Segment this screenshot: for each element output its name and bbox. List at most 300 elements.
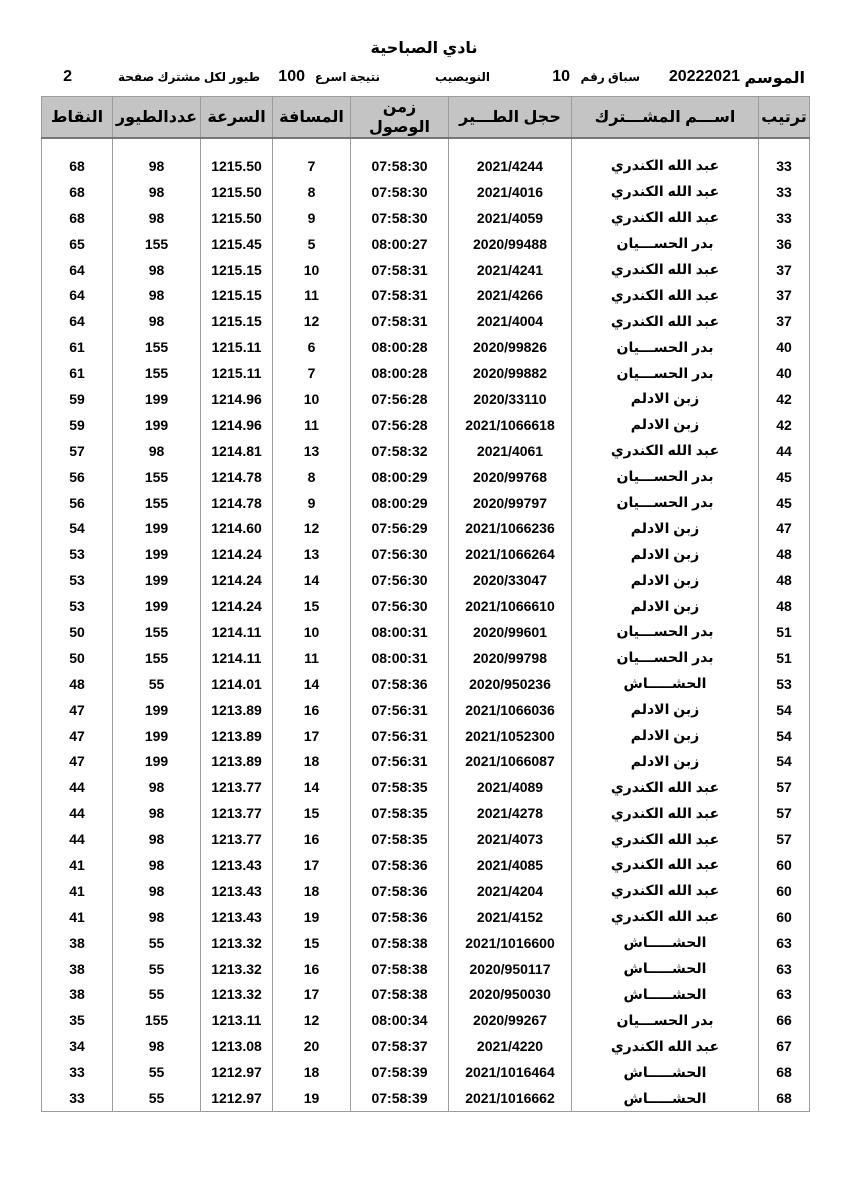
cell-birds: 98 (113, 257, 201, 283)
cell-ring: 2021/4244 (449, 153, 572, 179)
cell-distance: 8 (273, 179, 351, 205)
cell-name: الحشـــــاش (572, 1059, 759, 1085)
cell-name: عبد الله الكندري (572, 308, 759, 334)
table-row (42, 179, 810, 205)
cell-ring: 2020/99768 (449, 464, 572, 490)
cell-distance: 16 (273, 956, 351, 982)
cell-ring: 2021/4152 (449, 904, 572, 930)
table-row (42, 515, 810, 541)
cell-arrival: 08:00:28 (351, 360, 449, 386)
cell-points: 56 (42, 490, 113, 516)
cell-ring: 2020/99797 (449, 490, 572, 516)
cell-points: 53 (42, 567, 113, 593)
cell-points: 44 (42, 800, 113, 826)
cell-speed: 1214.01 (201, 671, 273, 697)
cell-speed: 1214.11 (201, 645, 273, 671)
cell-distance: 15 (273, 593, 351, 619)
cell-points: 68 (42, 153, 113, 179)
table-row (42, 567, 810, 593)
cell-ring: 2021/4220 (449, 1033, 572, 1059)
table-row (42, 438, 810, 464)
cell-speed: 1214.81 (201, 438, 273, 464)
cell-rank: 33 (759, 153, 810, 179)
cell-name: بدر الحســـيان (572, 360, 759, 386)
cell-speed: 1214.24 (201, 593, 273, 619)
cell-arrival: 08:00:31 (351, 645, 449, 671)
cell-rank: 67 (759, 1033, 810, 1059)
cell-points: 38 (42, 956, 113, 982)
cell-arrival: 07:58:37 (351, 1033, 449, 1059)
table-row (42, 982, 810, 1008)
cell-name: عبد الله الكندري (572, 800, 759, 826)
cell-arrival: 07:58:31 (351, 257, 449, 283)
cell-birds: 55 (113, 1085, 201, 1111)
result-label: نتيجة اسرع (314, 70, 380, 84)
cell-arrival: 08:00:31 (351, 619, 449, 645)
cell-points: 47 (42, 723, 113, 749)
cell-ring: 2021/4004 (449, 308, 572, 334)
cell-ring: 2021/4278 (449, 800, 572, 826)
cell-birds: 55 (113, 930, 201, 956)
table-row (42, 1085, 810, 1111)
cell-ring: 2021/1052300 (449, 723, 572, 749)
cell-rank: 42 (759, 412, 810, 438)
cell-points: 33 (42, 1059, 113, 1085)
cell-birds: 155 (113, 231, 201, 257)
cell-name: زبن الادلم (572, 515, 759, 541)
table-row (42, 930, 810, 956)
results-body (42, 138, 810, 1111)
table-row (42, 1059, 810, 1085)
cell-points: 44 (42, 774, 113, 800)
table-row (42, 153, 810, 179)
cell-ring: 2021/4204 (449, 878, 572, 904)
cell-speed: 1213.32 (201, 982, 273, 1008)
cell-arrival: 07:58:30 (351, 179, 449, 205)
cell-arrival: 07:56:28 (351, 412, 449, 438)
cell-rank: 60 (759, 904, 810, 930)
cell-arrival: 07:56:31 (351, 723, 449, 749)
cell-ring: 2020/33047 (449, 567, 572, 593)
cell-distance: 6 (273, 334, 351, 360)
cell-speed: 1215.15 (201, 308, 273, 334)
cell-birds: 199 (113, 593, 201, 619)
cell-points: 53 (42, 541, 113, 567)
cell-rank: 37 (759, 257, 810, 283)
cell-rank: 48 (759, 541, 810, 567)
spacer-cell (42, 138, 113, 153)
cell-arrival: 07:58:35 (351, 774, 449, 800)
cell-ring: 2020/99798 (449, 645, 572, 671)
cell-name: عبد الله الكندري (572, 205, 759, 231)
spacer-cell (449, 138, 572, 153)
cell-birds: 98 (113, 438, 201, 464)
table-row (42, 205, 810, 231)
cell-rank: 42 (759, 386, 810, 412)
cell-speed: 1213.89 (201, 697, 273, 723)
cell-arrival: 07:58:38 (351, 982, 449, 1008)
cell-birds: 98 (113, 308, 201, 334)
cell-name: زبن الادلم (572, 697, 759, 723)
cell-distance: 14 (273, 567, 351, 593)
cell-rank: 44 (759, 438, 810, 464)
cell-speed: 1212.97 (201, 1085, 273, 1111)
table-row (42, 800, 810, 826)
cell-birds: 155 (113, 360, 201, 386)
cell-speed: 1215.50 (201, 205, 273, 231)
cell-name: بدر الحســـيان (572, 231, 759, 257)
cell-speed: 1215.11 (201, 360, 273, 386)
cell-points: 64 (42, 282, 113, 308)
cell-distance: 17 (273, 982, 351, 1008)
cell-distance: 15 (273, 930, 351, 956)
table-row (42, 904, 810, 930)
cell-ring: 2021/1066610 (449, 593, 572, 619)
cell-distance: 10 (273, 386, 351, 412)
cell-distance: 18 (273, 878, 351, 904)
cell-arrival: 07:58:39 (351, 1085, 449, 1111)
cell-ring: 2021/4016 (449, 179, 572, 205)
cell-birds: 55 (113, 982, 201, 1008)
cell-speed: 1215.45 (201, 231, 273, 257)
cell-name: عبد الله الكندري (572, 852, 759, 878)
col-header-arrival: زمن الوصول (351, 97, 449, 139)
cell-distance: 13 (273, 541, 351, 567)
table-row (42, 956, 810, 982)
cell-rank: 33 (759, 205, 810, 231)
cell-arrival: 07:58:35 (351, 800, 449, 826)
cell-ring: 2021/4059 (449, 205, 572, 231)
cell-rank: 51 (759, 619, 810, 645)
cell-ring: 2021/1066036 (449, 697, 572, 723)
cell-birds: 199 (113, 723, 201, 749)
cell-distance: 19 (273, 1085, 351, 1111)
cell-birds: 98 (113, 878, 201, 904)
cell-rank: 54 (759, 723, 810, 749)
cell-speed: 1213.43 (201, 852, 273, 878)
cell-arrival: 07:58:38 (351, 956, 449, 982)
cell-points: 59 (42, 386, 113, 412)
cell-speed: 1215.50 (201, 179, 273, 205)
table-row (42, 257, 810, 283)
cell-distance: 9 (273, 205, 351, 231)
cell-points: 54 (42, 515, 113, 541)
cell-arrival: 07:58:35 (351, 826, 449, 852)
col-header-distance: المسافة (273, 97, 351, 139)
header-spacer-row (42, 138, 810, 153)
cell-arrival: 07:56:30 (351, 593, 449, 619)
cell-arrival: 07:56:30 (351, 541, 449, 567)
cell-ring: 2020/99882 (449, 360, 572, 386)
cell-distance: 10 (273, 257, 351, 283)
cell-arrival: 08:00:29 (351, 464, 449, 490)
race-info-line (50, 68, 805, 90)
cell-name: بدر الحســـيان (572, 464, 759, 490)
cell-speed: 1213.89 (201, 748, 273, 774)
cell-speed: 1213.11 (201, 1007, 273, 1033)
cell-arrival: 07:58:36 (351, 878, 449, 904)
cell-ring: 2021/4241 (449, 257, 572, 283)
table-row (42, 412, 810, 438)
cell-birds: 199 (113, 697, 201, 723)
cell-points: 38 (42, 930, 113, 956)
cell-name: زبن الادلم (572, 386, 759, 412)
cell-birds: 98 (113, 153, 201, 179)
table-row (42, 282, 810, 308)
results-table (41, 96, 810, 1112)
cell-ring: 2020/33110 (449, 386, 572, 412)
cell-ring: 2020/99488 (449, 231, 572, 257)
cell-rank: 57 (759, 826, 810, 852)
cell-distance: 11 (273, 645, 351, 671)
cell-arrival: 07:58:36 (351, 904, 449, 930)
table-row (42, 826, 810, 852)
cell-name: بدر الحســـيان (572, 334, 759, 360)
cell-name: عبد الله الكندري (572, 904, 759, 930)
cell-ring: 2021/1016464 (449, 1059, 572, 1085)
cell-ring: 2020/950030 (449, 982, 572, 1008)
cell-points: 38 (42, 982, 113, 1008)
cell-name: عبد الله الكندري (572, 153, 759, 179)
col-header-ring: حجل الطـــير (449, 97, 572, 139)
cell-birds: 55 (113, 671, 201, 697)
cell-ring: 2020/99601 (449, 619, 572, 645)
cell-points: 57 (42, 438, 113, 464)
col-header-points: النقاط (42, 97, 113, 139)
cell-speed: 1214.24 (201, 567, 273, 593)
cell-speed: 1213.08 (201, 1033, 273, 1059)
cell-birds: 155 (113, 334, 201, 360)
cell-distance: 12 (273, 515, 351, 541)
cell-birds: 98 (113, 205, 201, 231)
cell-speed: 1213.32 (201, 930, 273, 956)
cell-distance: 11 (273, 282, 351, 308)
cell-speed: 1215.15 (201, 257, 273, 283)
table-row (42, 645, 810, 671)
cell-rank: 57 (759, 774, 810, 800)
cell-birds: 199 (113, 386, 201, 412)
cell-birds: 55 (113, 1059, 201, 1085)
cell-name: عبد الله الكندري (572, 438, 759, 464)
cell-arrival: 07:58:39 (351, 1059, 449, 1085)
spacer-cell (273, 138, 351, 153)
cell-speed: 1214.78 (201, 490, 273, 516)
cell-ring: 2021/4089 (449, 774, 572, 800)
cell-name: بدر الحســـيان (572, 645, 759, 671)
cell-name: عبد الله الكندري (572, 774, 759, 800)
cell-ring: 2021/4061 (449, 438, 572, 464)
cell-arrival: 07:58:30 (351, 205, 449, 231)
cell-birds: 155 (113, 645, 201, 671)
cell-name: عبد الله الكندري (572, 282, 759, 308)
cell-speed: 1215.50 (201, 153, 273, 179)
table-row (42, 619, 810, 645)
table-row (42, 334, 810, 360)
cell-arrival: 07:58:38 (351, 930, 449, 956)
cell-rank: 66 (759, 1007, 810, 1033)
table-row (42, 593, 810, 619)
cell-points: 53 (42, 593, 113, 619)
cell-distance: 17 (273, 852, 351, 878)
cell-ring: 2020/99267 (449, 1007, 572, 1033)
cell-distance: 8 (273, 464, 351, 490)
cell-points: 34 (42, 1033, 113, 1059)
cell-birds: 98 (113, 852, 201, 878)
cell-distance: 20 (273, 1033, 351, 1059)
cell-distance: 12 (273, 1007, 351, 1033)
cell-speed: 1214.60 (201, 515, 273, 541)
cell-arrival: 08:00:28 (351, 334, 449, 360)
cell-rank: 63 (759, 982, 810, 1008)
cell-distance: 10 (273, 619, 351, 645)
spacer-cell (351, 138, 449, 153)
cell-points: 65 (42, 231, 113, 257)
cell-speed: 1214.96 (201, 412, 273, 438)
cell-distance: 5 (273, 231, 351, 257)
cell-ring: 2020/950236 (449, 671, 572, 697)
cell-ring: 2021/1016600 (449, 930, 572, 956)
spacer-cell (572, 138, 759, 153)
cell-distance: 16 (273, 697, 351, 723)
table-row (42, 1033, 810, 1059)
cell-rank: 68 (759, 1085, 810, 1111)
cell-rank: 40 (759, 334, 810, 360)
race-number-label: سباق رقم (580, 70, 640, 84)
cell-rank: 36 (759, 231, 810, 257)
cell-arrival: 07:56:31 (351, 748, 449, 774)
table-row (42, 386, 810, 412)
cell-rank: 40 (759, 360, 810, 386)
cell-points: 41 (42, 878, 113, 904)
cell-rank: 63 (759, 930, 810, 956)
cell-birds: 155 (113, 490, 201, 516)
cell-speed: 1214.96 (201, 386, 273, 412)
cell-speed: 1213.43 (201, 878, 273, 904)
col-header-rank: ترتيب (759, 97, 810, 139)
cell-birds: 98 (113, 904, 201, 930)
cell-name: زبن الادلم (572, 723, 759, 749)
cell-distance: 17 (273, 723, 351, 749)
cell-distance: 18 (273, 1059, 351, 1085)
cell-points: 33 (42, 1085, 113, 1111)
cell-points: 48 (42, 671, 113, 697)
cell-ring: 2021/1066236 (449, 515, 572, 541)
cell-name: الحشـــــاش (572, 671, 759, 697)
cell-birds: 155 (113, 619, 201, 645)
cell-distance: 9 (273, 490, 351, 516)
cell-rank: 37 (759, 282, 810, 308)
cell-birds: 55 (113, 956, 201, 982)
table-row (42, 671, 810, 697)
season-value: 20222021 (668, 68, 740, 85)
cell-speed: 1213.32 (201, 956, 273, 982)
cell-name: عبد الله الكندري (572, 878, 759, 904)
cell-birds: 199 (113, 412, 201, 438)
cell-name: عبد الله الكندري (572, 179, 759, 205)
table-row (42, 748, 810, 774)
table-row (42, 360, 810, 386)
cell-distance: 12 (273, 308, 351, 334)
cell-birds: 199 (113, 748, 201, 774)
cell-name: زبن الادلم (572, 541, 759, 567)
cell-speed: 1213.77 (201, 774, 273, 800)
cell-points: 61 (42, 334, 113, 360)
cell-arrival: 07:58:36 (351, 852, 449, 878)
cell-speed: 1212.97 (201, 1059, 273, 1085)
cell-ring: 2021/1066087 (449, 748, 572, 774)
cell-name: زبن الادلم (572, 748, 759, 774)
table-row (42, 723, 810, 749)
cell-speed: 1214.24 (201, 541, 273, 567)
result-value: 100 (278, 68, 305, 85)
cell-distance: 14 (273, 671, 351, 697)
per-page-label: طيور لكل مشترك صفحة (118, 70, 260, 84)
cell-rank: 68 (759, 1059, 810, 1085)
cell-points: 61 (42, 360, 113, 386)
table-row (42, 878, 810, 904)
cell-name: الحشـــــاش (572, 982, 759, 1008)
table-row (42, 464, 810, 490)
cell-speed: 1213.77 (201, 800, 273, 826)
cell-rank: 60 (759, 878, 810, 904)
cell-speed: 1214.78 (201, 464, 273, 490)
col-header-name: اســـم المشـــترك (572, 97, 759, 139)
cell-points: 50 (42, 619, 113, 645)
table-header-row (42, 97, 810, 139)
cell-rank: 53 (759, 671, 810, 697)
cell-rank: 57 (759, 800, 810, 826)
cell-arrival: 07:56:29 (351, 515, 449, 541)
table-row (42, 852, 810, 878)
cell-arrival: 07:56:31 (351, 697, 449, 723)
spacer-cell (759, 138, 810, 153)
spacer-cell (201, 138, 273, 153)
cell-birds: 199 (113, 567, 201, 593)
cell-distance: 11 (273, 412, 351, 438)
cell-arrival: 07:56:28 (351, 386, 449, 412)
cell-birds: 98 (113, 179, 201, 205)
cell-points: 47 (42, 697, 113, 723)
cell-arrival: 07:58:30 (351, 153, 449, 179)
cell-rank: 45 (759, 464, 810, 490)
cell-speed: 1215.15 (201, 282, 273, 308)
table-row (42, 1007, 810, 1033)
cell-birds: 98 (113, 826, 201, 852)
page-number: 2 (63, 68, 72, 85)
cell-name: بدر الحســـيان (572, 619, 759, 645)
cell-ring: 2021/1066618 (449, 412, 572, 438)
cell-distance: 7 (273, 360, 351, 386)
cell-name: الحشـــــاش (572, 1085, 759, 1111)
race-number-value: 10 (552, 68, 570, 85)
cell-speed: 1215.11 (201, 334, 273, 360)
cell-rank: 37 (759, 308, 810, 334)
cell-rank: 48 (759, 593, 810, 619)
cell-points: 35 (42, 1007, 113, 1033)
cell-name: زبن الادلم (572, 567, 759, 593)
cell-rank: 54 (759, 748, 810, 774)
col-header-speed: السرعة (201, 97, 273, 139)
table-row (42, 541, 810, 567)
cell-name: بدر الحســـيان (572, 490, 759, 516)
cell-ring: 2021/1066264 (449, 541, 572, 567)
col-header-birds: عددالطيور (113, 97, 201, 139)
cell-speed: 1213.43 (201, 904, 273, 930)
cell-points: 41 (42, 904, 113, 930)
cell-ring: 2021/4266 (449, 282, 572, 308)
cell-name: زبن الادلم (572, 593, 759, 619)
cell-rank: 63 (759, 956, 810, 982)
